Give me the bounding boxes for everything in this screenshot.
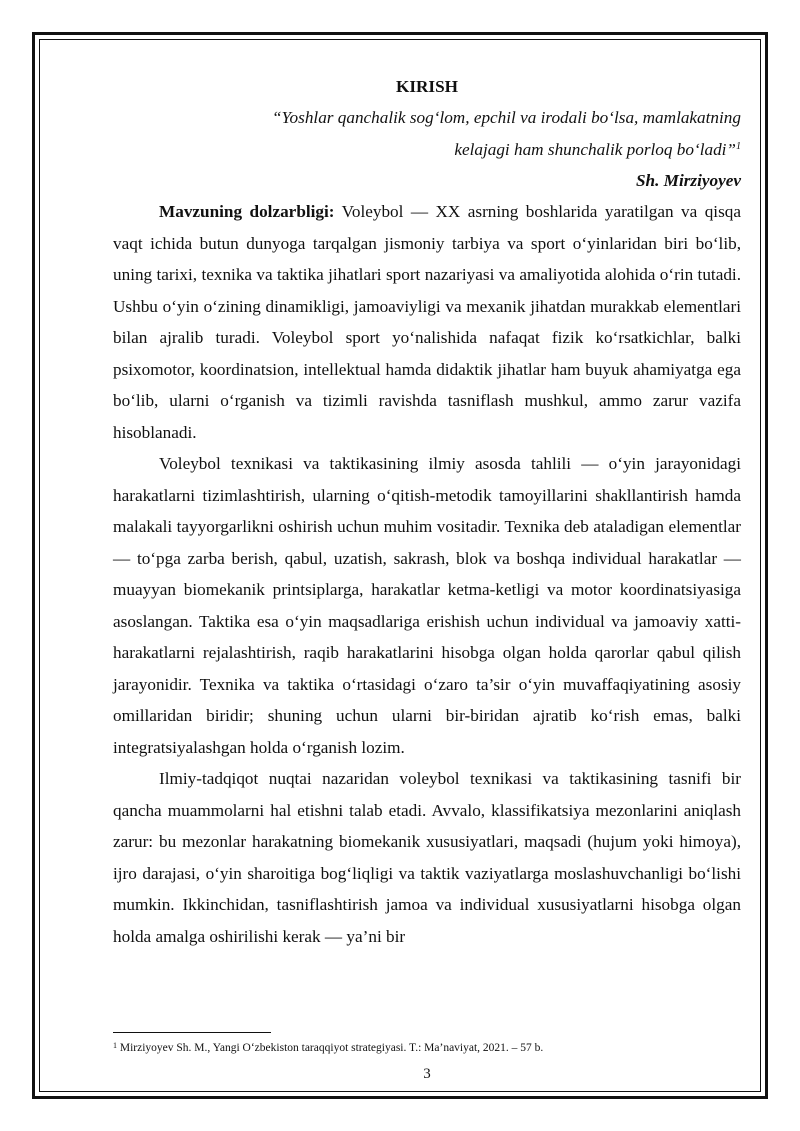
epigraph-line-2 [113, 134, 741, 166]
section-title: KIRISH [395, 77, 459, 96]
paragraph-research: Ilmiy-tadqiqot nuqtai nazaridan voleybol texnikasi va taktikasining tasnifi bir qancha muammolarni hal etishni talab etadi. Avvalo, klassifikatsiya mezonlarini aniqlash zarur: bu mezonlar harakatning biomekanik xususiyatlari, maqsadi (hujum yoki himoya), ijro darajasi, o‘yin sharoitiga bog‘liqligi va taktik vaziyatlarga moslashuvchanligi bo‘lishi mumkin. Ikkinchidan, tasniflashtirish jamoa va individual xususiyatlarni hisobga olgan holda amalga oshirilishi kerak — ya’ni bir [113, 769, 741, 946]
paragraph-relevance-body: Voleybol — XX asrning boshlarida yaratilgan va qisqa vaqt ichida butun dunyoga tarqalgan jismoniy tarbiya va sport o‘yinlaridan biri bo‘lib, uning tarixi, texnika va taktika jihatlari sport nazariyasi va amaliyotida alohida o‘rin tutadi. Ushbu o‘yin o‘zining dinamikligi, jamoaviyligi va mexanik jihatdan murakkab elementlari bilan ajralib turadi. Voleybol sport yo‘nalishida nafaqat fizik ko‘rsatkichlar, balki psixomotor, koordinatsion, intellektual hamda didaktik jihatlar ham buyuk ahamiyatga ega bo‘lib, ularni o‘rganish va tizimli ravishda tasniflash mushkul, ammo zarur vazifa hisoblanadi. [113, 202, 741, 442]
footnote-divider [113, 1032, 271, 1033]
epigraph-quote-end: kelajagi ham shunchalik porloq bo‘ladi” [454, 139, 736, 159]
page-number: 3 [423, 1066, 431, 1082]
epigraph-line-1: “Yoshlar qanchalik sog‘lom, epchil va irodali bo‘lsa, mamlakatning [272, 108, 741, 127]
paragraph-lead: Mavzuning dolzarbligi: [159, 202, 335, 221]
footnote-number: 1 [113, 1041, 117, 1050]
footnote-text: Mirziyoyev Sh. M., Yangi O‘zbekiston taraqqiyot strategiyasi. T.: Ma’naviyat, 2021. – 57 b. [117, 1042, 544, 1054]
epigraph-author: Sh. Mirziyoyev [635, 171, 741, 190]
paragraph-technique: Voleybol texnikasi va taktikasining ilmiy asosda tahlili — o‘yin jarayonidagi harakatlarni tizimlashtirish, ularning o‘qitish-metodik tamoyillarini shakllantirish hamda malakali tayyorgarlikni oshirish uchun muhim vositadir. Texnika deb ataladigan elementlar — to‘pga zarba berish, qabul, uzatish, sakrash, blok va boshqa individual harakatlar — muayyan biomekanik printsiplarga, harakatlar ketma-ketligi va motor koordinatsiyasiga asoslangan. Taktika esa o‘yin maqsadlariga erishish uchun individual va jamoaviy xatti-harakatlarni rejalashtirish, raqib harakatlarini hisobga olgan holda qarorlar qabul qilish jarayonidir. Texnika va taktika o‘rtasidagi o‘zaro ta’sir o‘yin muvaffaqiyatining asosiy omillaridan biridir; shuning uchun ularni bir-biridan ajratib ko‘rish emas, balki integratsiyalashgan holda o‘rganish lozim. [113, 454, 741, 757]
footnote [113, 1040, 741, 1056]
paragraph-relevance [113, 196, 741, 448]
page-content [113, 70, 741, 952]
epigraph-footnote-ref: 1 [736, 140, 741, 152]
